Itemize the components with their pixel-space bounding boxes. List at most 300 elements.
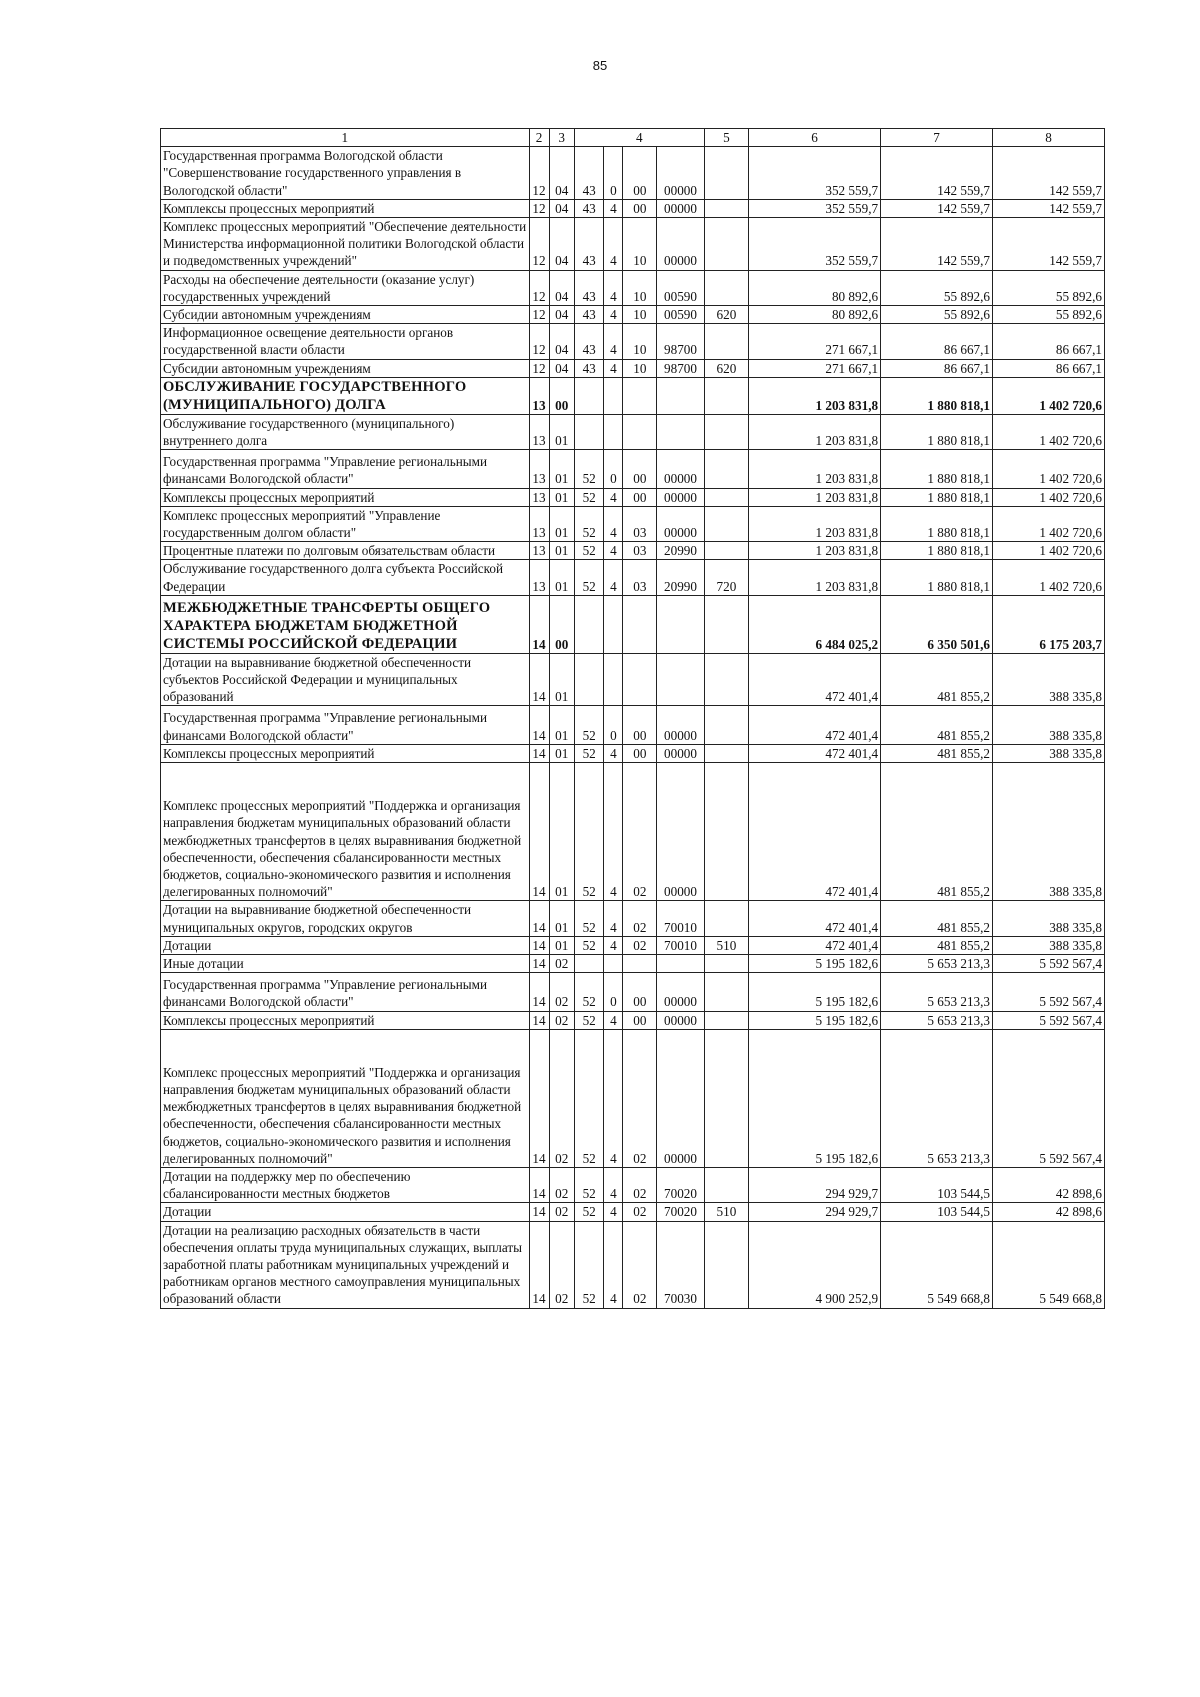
expense-type-code (704, 1221, 748, 1308)
target-article-code-part: 00 (623, 1011, 657, 1029)
subsection-code: 01 (549, 560, 574, 595)
amount-year-3: 142 559,7 (993, 147, 1105, 200)
target-article-code-part: 02 (623, 936, 657, 954)
subsection-code: 04 (549, 324, 574, 359)
target-article-code-part: 20990 (657, 542, 705, 560)
amount-year-1: 352 559,7 (749, 147, 881, 200)
target-article-code-part: 52 (574, 744, 604, 762)
expense-type-code (704, 147, 748, 200)
amount-year-1: 294 929,7 (749, 1167, 881, 1202)
subsection-code: 01 (549, 653, 574, 706)
target-article-code-part: 52 (574, 450, 604, 488)
row-name: Комплекс процессных мероприятий "Поддержка и организация направления бюджетам муниципальных образований области межбюджетных трансфертов в целях выравнивания бюджетной обеспеченности, обеспечения сбалансированности местных бюджетов, социально-экономического развития и исполнения делегированных полномочий" (161, 763, 530, 901)
subsection-code: 02 (549, 973, 574, 1011)
section-code: 13 (529, 560, 549, 595)
subsection-code: 02 (549, 1203, 574, 1221)
row-name: Обслуживание государственного (муниципального) внутреннего долга (161, 414, 530, 449)
expense-type-code (704, 1011, 748, 1029)
table-row (161, 653, 1105, 706)
target-article-code-part: 43 (574, 359, 604, 377)
amount-year-1: 5 195 182,6 (749, 973, 881, 1011)
amount-year-3: 1 402 720,6 (993, 414, 1105, 449)
row-name: Дотации на выравнивание бюджетной обеспеченности муниципальных округов, городских округов (161, 901, 530, 936)
expense-type-code: 510 (704, 936, 748, 954)
target-article-code-part: 00 (623, 199, 657, 217)
target-article-code-part: 52 (574, 1167, 604, 1202)
target-article-code-part (657, 377, 705, 414)
target-article-code-part (574, 414, 604, 449)
table-row (161, 506, 1105, 541)
target-article-code-part: 0 (604, 147, 623, 200)
target-article-code-part: 4 (604, 744, 623, 762)
target-article-code-part (657, 653, 705, 706)
budget-table (160, 128, 1105, 1309)
target-article-code-part: 4 (604, 936, 623, 954)
expense-type-code (704, 706, 748, 744)
target-article-code-part: 52 (574, 706, 604, 744)
target-article-code-part: 00000 (657, 706, 705, 744)
expense-type-code (704, 954, 748, 972)
row-name: Дотации на поддержку мер по обеспечению сбалансированности местных бюджетов (161, 1167, 530, 1202)
amount-year-3: 1 402 720,6 (993, 506, 1105, 541)
target-article-code-part: 52 (574, 560, 604, 595)
amount-year-2: 5 653 213,3 (881, 954, 993, 972)
amount-year-2: 1 880 818,1 (881, 542, 993, 560)
row-name: Государственная программа Вологодской области "Совершенствование государственного управления в Вологодской области" (161, 147, 530, 200)
subsection-code: 04 (549, 199, 574, 217)
section-code: 14 (529, 763, 549, 901)
column-header: 6 (749, 129, 881, 147)
amount-year-2: 103 544,5 (881, 1203, 993, 1221)
amount-year-3: 42 898,6 (993, 1167, 1105, 1202)
target-article-code-part: 20990 (657, 560, 705, 595)
table-row (161, 1167, 1105, 1202)
subsection-code: 01 (549, 542, 574, 560)
target-article-code-part: 52 (574, 1203, 604, 1221)
target-article-code-part (604, 414, 623, 449)
section-code: 14 (529, 653, 549, 706)
subsection-code: 00 (549, 377, 574, 414)
section-code: 12 (529, 306, 549, 324)
amount-year-1: 80 892,6 (749, 270, 881, 305)
expense-type-code (704, 763, 748, 901)
amount-year-2: 1 880 818,1 (881, 506, 993, 541)
amount-year-1: 271 667,1 (749, 324, 881, 359)
target-article-code-part: 02 (623, 1029, 657, 1167)
target-article-code-part: 00 (623, 450, 657, 488)
target-article-code-part: 43 (574, 306, 604, 324)
expense-type-code (704, 414, 748, 449)
amount-year-1: 472 401,4 (749, 901, 881, 936)
target-article-code-part: 4 (604, 763, 623, 901)
amount-year-1: 1 203 831,8 (749, 414, 881, 449)
target-article-code-part (623, 595, 657, 653)
amount-year-3: 5 592 567,4 (993, 1011, 1105, 1029)
expense-type-code (704, 199, 748, 217)
table-row (161, 359, 1105, 377)
target-article-code-part (574, 653, 604, 706)
amount-year-1: 294 929,7 (749, 1203, 881, 1221)
target-article-code-part: 52 (574, 506, 604, 541)
amount-year-2: 481 855,2 (881, 653, 993, 706)
amount-year-2: 1 880 818,1 (881, 450, 993, 488)
target-article-code-part: 00000 (657, 199, 705, 217)
amount-year-1: 80 892,6 (749, 306, 881, 324)
subsection-code: 00 (549, 595, 574, 653)
row-name: Расходы на обеспечение деятельности (оказание услуг) государственных учреждений (161, 270, 530, 305)
row-name: Комплексы процессных мероприятий (161, 488, 530, 506)
expense-type-code (704, 973, 748, 1011)
amount-year-1: 1 203 831,8 (749, 542, 881, 560)
table-row (161, 560, 1105, 595)
row-name: Дотации на выравнивание бюджетной обеспеченности субъектов Российской Федерации и муниципальных образований (161, 653, 530, 706)
target-article-code-part (604, 595, 623, 653)
amount-year-2: 5 653 213,3 (881, 1029, 993, 1167)
row-name: МЕЖБЮДЖЕТНЫЕ ТРАНСФЕРТЫ ОБЩЕГО ХАРАКТЕРА БЮДЖЕТАМ БЮДЖЕТНОЙ СИСТЕМЫ РОССИЙСКОЙ ФЕДЕРАЦИИ (161, 595, 530, 653)
amount-year-2: 142 559,7 (881, 218, 993, 271)
table-row (161, 218, 1105, 271)
table-row (161, 763, 1105, 901)
target-article-code-part: 4 (604, 542, 623, 560)
target-article-code-part (623, 414, 657, 449)
target-article-code-part: 00000 (657, 218, 705, 271)
table-row (161, 706, 1105, 744)
target-article-code-part: 00000 (657, 744, 705, 762)
amount-year-1: 472 401,4 (749, 706, 881, 744)
section-code: 14 (529, 1221, 549, 1308)
amount-year-3: 142 559,7 (993, 199, 1105, 217)
amount-year-1: 5 195 182,6 (749, 1029, 881, 1167)
subsection-code: 02 (549, 1029, 574, 1167)
target-article-code-part: 70010 (657, 901, 705, 936)
subsection-code: 04 (549, 147, 574, 200)
amount-year-2: 481 855,2 (881, 706, 993, 744)
section-code: 13 (529, 506, 549, 541)
amount-year-3: 388 335,8 (993, 653, 1105, 706)
target-article-code-part: 00590 (657, 270, 705, 305)
expense-type-code (704, 595, 748, 653)
row-name: Дотации (161, 1203, 530, 1221)
target-article-code-part: 52 (574, 1221, 604, 1308)
target-article-code-part: 4 (604, 1029, 623, 1167)
target-article-code-part: 10 (623, 306, 657, 324)
section-code: 12 (529, 147, 549, 200)
target-article-code-part: 00000 (657, 450, 705, 488)
target-article-code-part: 0 (604, 706, 623, 744)
expense-type-code: 720 (704, 560, 748, 595)
expense-type-code (704, 270, 748, 305)
amount-year-3: 55 892,6 (993, 270, 1105, 305)
table-row (161, 1011, 1105, 1029)
amount-year-1: 352 559,7 (749, 218, 881, 271)
section-code: 12 (529, 218, 549, 271)
row-name: ОБСЛУЖИВАНИЕ ГОСУДАРСТВЕННОГО (МУНИЦИПАЛЬНОГО) ДОЛГА (161, 377, 530, 414)
target-article-code-part: 4 (604, 901, 623, 936)
section-code: 12 (529, 324, 549, 359)
target-article-code-part: 03 (623, 542, 657, 560)
target-article-code-part (604, 954, 623, 972)
target-article-code-part: 70020 (657, 1203, 705, 1221)
amount-year-1: 271 667,1 (749, 359, 881, 377)
row-name: Дотации (161, 936, 530, 954)
amount-year-2: 481 855,2 (881, 901, 993, 936)
target-article-code-part: 43 (574, 147, 604, 200)
table-row (161, 414, 1105, 449)
amount-year-2: 1 880 818,1 (881, 377, 993, 414)
expense-type-code (704, 542, 748, 560)
section-code: 12 (529, 199, 549, 217)
amount-year-1: 1 203 831,8 (749, 506, 881, 541)
amount-year-1: 5 195 182,6 (749, 954, 881, 972)
subsection-code: 01 (549, 936, 574, 954)
table-row (161, 1203, 1105, 1221)
amount-year-1: 472 401,4 (749, 744, 881, 762)
table-row (161, 954, 1105, 972)
amount-year-3: 5 592 567,4 (993, 1029, 1105, 1167)
row-name: Комплексы процессных мероприятий (161, 1011, 530, 1029)
amount-year-3: 1 402 720,6 (993, 560, 1105, 595)
section-code: 13 (529, 542, 549, 560)
amount-year-2: 481 855,2 (881, 744, 993, 762)
target-article-code-part: 52 (574, 901, 604, 936)
expense-type-code (704, 901, 748, 936)
table-body (161, 147, 1105, 1308)
target-article-code-part: 00000 (657, 763, 705, 901)
target-article-code-part (604, 377, 623, 414)
target-article-code-part (574, 377, 604, 414)
amount-year-3: 388 335,8 (993, 763, 1105, 901)
expense-type-code (704, 450, 748, 488)
column-header: 4 (574, 129, 704, 147)
amount-year-2: 142 559,7 (881, 199, 993, 217)
target-article-code-part: 70010 (657, 936, 705, 954)
target-article-code-part: 52 (574, 763, 604, 901)
target-article-code-part: 00000 (657, 1011, 705, 1029)
section-code: 12 (529, 270, 549, 305)
amount-year-2: 6 350 501,6 (881, 595, 993, 653)
table-header-row (161, 129, 1105, 147)
subsection-code: 02 (549, 1167, 574, 1202)
amount-year-2: 5 653 213,3 (881, 1011, 993, 1029)
target-article-code-part: 02 (623, 763, 657, 901)
target-article-code-part: 10 (623, 324, 657, 359)
row-name: Комплексы процессных мероприятий (161, 744, 530, 762)
amount-year-3: 5 592 567,4 (993, 954, 1105, 972)
amount-year-3: 1 402 720,6 (993, 542, 1105, 560)
expense-type-code (704, 744, 748, 762)
row-name: Дотации на реализацию расходных обязательств в части обеспечения оплаты труда муниципальных служащих, выплаты заработной платы работникам муниципальных учреждений и работникам органов местного самоуправления муниципальных образований области (161, 1221, 530, 1308)
target-article-code-part: 70020 (657, 1167, 705, 1202)
target-article-code-part: 10 (623, 359, 657, 377)
subsection-code: 01 (549, 901, 574, 936)
table-row (161, 270, 1105, 305)
amount-year-2: 86 667,1 (881, 324, 993, 359)
table-row (161, 147, 1105, 200)
expense-type-code (704, 324, 748, 359)
section-code: 13 (529, 488, 549, 506)
amount-year-1: 1 203 831,8 (749, 377, 881, 414)
amount-year-3: 388 335,8 (993, 744, 1105, 762)
amount-year-2: 103 544,5 (881, 1167, 993, 1202)
target-article-code-part: 00590 (657, 306, 705, 324)
row-name: Комплексы процессных мероприятий (161, 199, 530, 217)
expense-type-code (704, 506, 748, 541)
target-article-code-part: 52 (574, 488, 604, 506)
subsection-code: 01 (549, 763, 574, 901)
target-article-code-part: 4 (604, 506, 623, 541)
target-article-code-part: 4 (604, 1167, 623, 1202)
target-article-code-part: 02 (623, 901, 657, 936)
row-name: Комплекс процессных мероприятий "Поддержка и организация направления бюджетам муниципальных образований области межбюджетных трансфертов в целях выравнивания бюджетной обеспеченности, обеспечения сбалансированности местных бюджетов, социально-экономического развития и исполнения делегированных полномочий" (161, 1029, 530, 1167)
amount-year-2: 55 892,6 (881, 270, 993, 305)
subsection-code: 04 (549, 306, 574, 324)
target-article-code-part: 02 (623, 1167, 657, 1202)
target-article-code-part: 00 (623, 706, 657, 744)
target-article-code-part: 43 (574, 324, 604, 359)
target-article-code-part: 0 (604, 450, 623, 488)
subsection-code: 01 (549, 744, 574, 762)
amount-year-3: 5 592 567,4 (993, 973, 1105, 1011)
target-article-code-part: 4 (604, 199, 623, 217)
target-article-code-part: 43 (574, 218, 604, 271)
target-article-code-part: 43 (574, 199, 604, 217)
table-row (161, 488, 1105, 506)
target-article-code-part: 02 (623, 1221, 657, 1308)
section-code: 13 (529, 414, 549, 449)
target-article-code-part: 00000 (657, 488, 705, 506)
section-code: 12 (529, 359, 549, 377)
row-name: Процентные платежи по долговым обязательствам области (161, 542, 530, 560)
amount-year-1: 352 559,7 (749, 199, 881, 217)
table-row (161, 1221, 1105, 1308)
row-name: Иные дотации (161, 954, 530, 972)
target-article-code-part: 4 (604, 1203, 623, 1221)
amount-year-3: 1 402 720,6 (993, 450, 1105, 488)
row-name: Комплекс процессных мероприятий "Управление государственным долгом области" (161, 506, 530, 541)
amount-year-2: 55 892,6 (881, 306, 993, 324)
amount-year-1: 5 195 182,6 (749, 1011, 881, 1029)
amount-year-1: 472 401,4 (749, 653, 881, 706)
row-name: Информационное освещение деятельности органов государственной власти области (161, 324, 530, 359)
table-row (161, 324, 1105, 359)
row-name: Государственная программа "Управление региональными финансами Вологодской области" (161, 450, 530, 488)
amount-year-3: 6 175 203,7 (993, 595, 1105, 653)
target-article-code-part: 43 (574, 270, 604, 305)
target-article-code-part: 52 (574, 936, 604, 954)
amount-year-1: 1 203 831,8 (749, 488, 881, 506)
target-article-code-part: 4 (604, 306, 623, 324)
column-header: 1 (161, 129, 530, 147)
row-name: Комплекс процессных мероприятий "Обеспечение деятельности Министерства информационной политики Вологодской области и подведомственных учреждений" (161, 218, 530, 271)
target-article-code-part (574, 954, 604, 972)
table-row (161, 450, 1105, 488)
target-article-code-part: 4 (604, 1011, 623, 1029)
table-row (161, 744, 1105, 762)
expense-type-code (704, 218, 748, 271)
amount-year-1: 4 900 252,9 (749, 1221, 881, 1308)
row-name: Субсидии автономным учреждениям (161, 359, 530, 377)
target-article-code-part (623, 653, 657, 706)
amount-year-1: 6 484 025,2 (749, 595, 881, 653)
expense-type-code: 510 (704, 1203, 748, 1221)
row-name: Государственная программа "Управление региональными финансами Вологодской области" (161, 973, 530, 1011)
amount-year-1: 472 401,4 (749, 763, 881, 901)
target-article-code-part (657, 414, 705, 449)
section-code: 14 (529, 1167, 549, 1202)
target-article-code-part: 4 (604, 488, 623, 506)
section-code: 14 (529, 1029, 549, 1167)
section-code: 14 (529, 954, 549, 972)
target-article-code-part: 00 (623, 488, 657, 506)
row-name: Субсидии автономным учреждениям (161, 306, 530, 324)
row-name: Обслуживание государственного долга субъекта Российской Федерации (161, 560, 530, 595)
target-article-code-part (574, 595, 604, 653)
target-article-code-part: 00 (623, 973, 657, 1011)
subsection-code: 01 (549, 414, 574, 449)
subsection-code: 01 (549, 450, 574, 488)
table-row (161, 542, 1105, 560)
target-article-code-part (657, 595, 705, 653)
subsection-code: 02 (549, 954, 574, 972)
amount-year-1: 472 401,4 (749, 936, 881, 954)
target-article-code-part: 00000 (657, 506, 705, 541)
amount-year-3: 86 667,1 (993, 324, 1105, 359)
subsection-code: 04 (549, 270, 574, 305)
table-row (161, 1029, 1105, 1167)
amount-year-2: 1 880 818,1 (881, 488, 993, 506)
column-header: 7 (881, 129, 993, 147)
expense-type-code (704, 377, 748, 414)
target-article-code-part: 98700 (657, 324, 705, 359)
target-article-code-part: 00000 (657, 973, 705, 1011)
table-row (161, 377, 1105, 414)
column-header: 2 (529, 129, 549, 147)
column-header: 8 (993, 129, 1105, 147)
section-code: 14 (529, 901, 549, 936)
section-code: 14 (529, 1011, 549, 1029)
target-article-code-part: 4 (604, 1221, 623, 1308)
table-row (161, 199, 1105, 217)
column-header: 3 (549, 129, 574, 147)
target-article-code-part: 52 (574, 542, 604, 560)
target-article-code-part: 10 (623, 218, 657, 271)
section-code: 13 (529, 450, 549, 488)
amount-year-3: 55 892,6 (993, 306, 1105, 324)
expense-type-code: 620 (704, 359, 748, 377)
target-article-code-part: 52 (574, 973, 604, 1011)
column-header: 5 (704, 129, 748, 147)
subsection-code: 04 (549, 359, 574, 377)
target-article-code-part (657, 954, 705, 972)
amount-year-2: 481 855,2 (881, 763, 993, 901)
target-article-code-part: 00 (623, 147, 657, 200)
subsection-code: 01 (549, 706, 574, 744)
target-article-code-part: 4 (604, 324, 623, 359)
section-code: 14 (529, 706, 549, 744)
subsection-code: 02 (549, 1221, 574, 1308)
amount-year-2: 481 855,2 (881, 936, 993, 954)
target-article-code-part: 4 (604, 270, 623, 305)
amount-year-2: 1 880 818,1 (881, 414, 993, 449)
table-row (161, 936, 1105, 954)
expense-type-code (704, 488, 748, 506)
section-code: 13 (529, 377, 549, 414)
page-number: 85 (592, 58, 608, 73)
table-row (161, 306, 1105, 324)
target-article-code-part (604, 653, 623, 706)
section-code: 14 (529, 936, 549, 954)
amount-year-2: 1 880 818,1 (881, 560, 993, 595)
